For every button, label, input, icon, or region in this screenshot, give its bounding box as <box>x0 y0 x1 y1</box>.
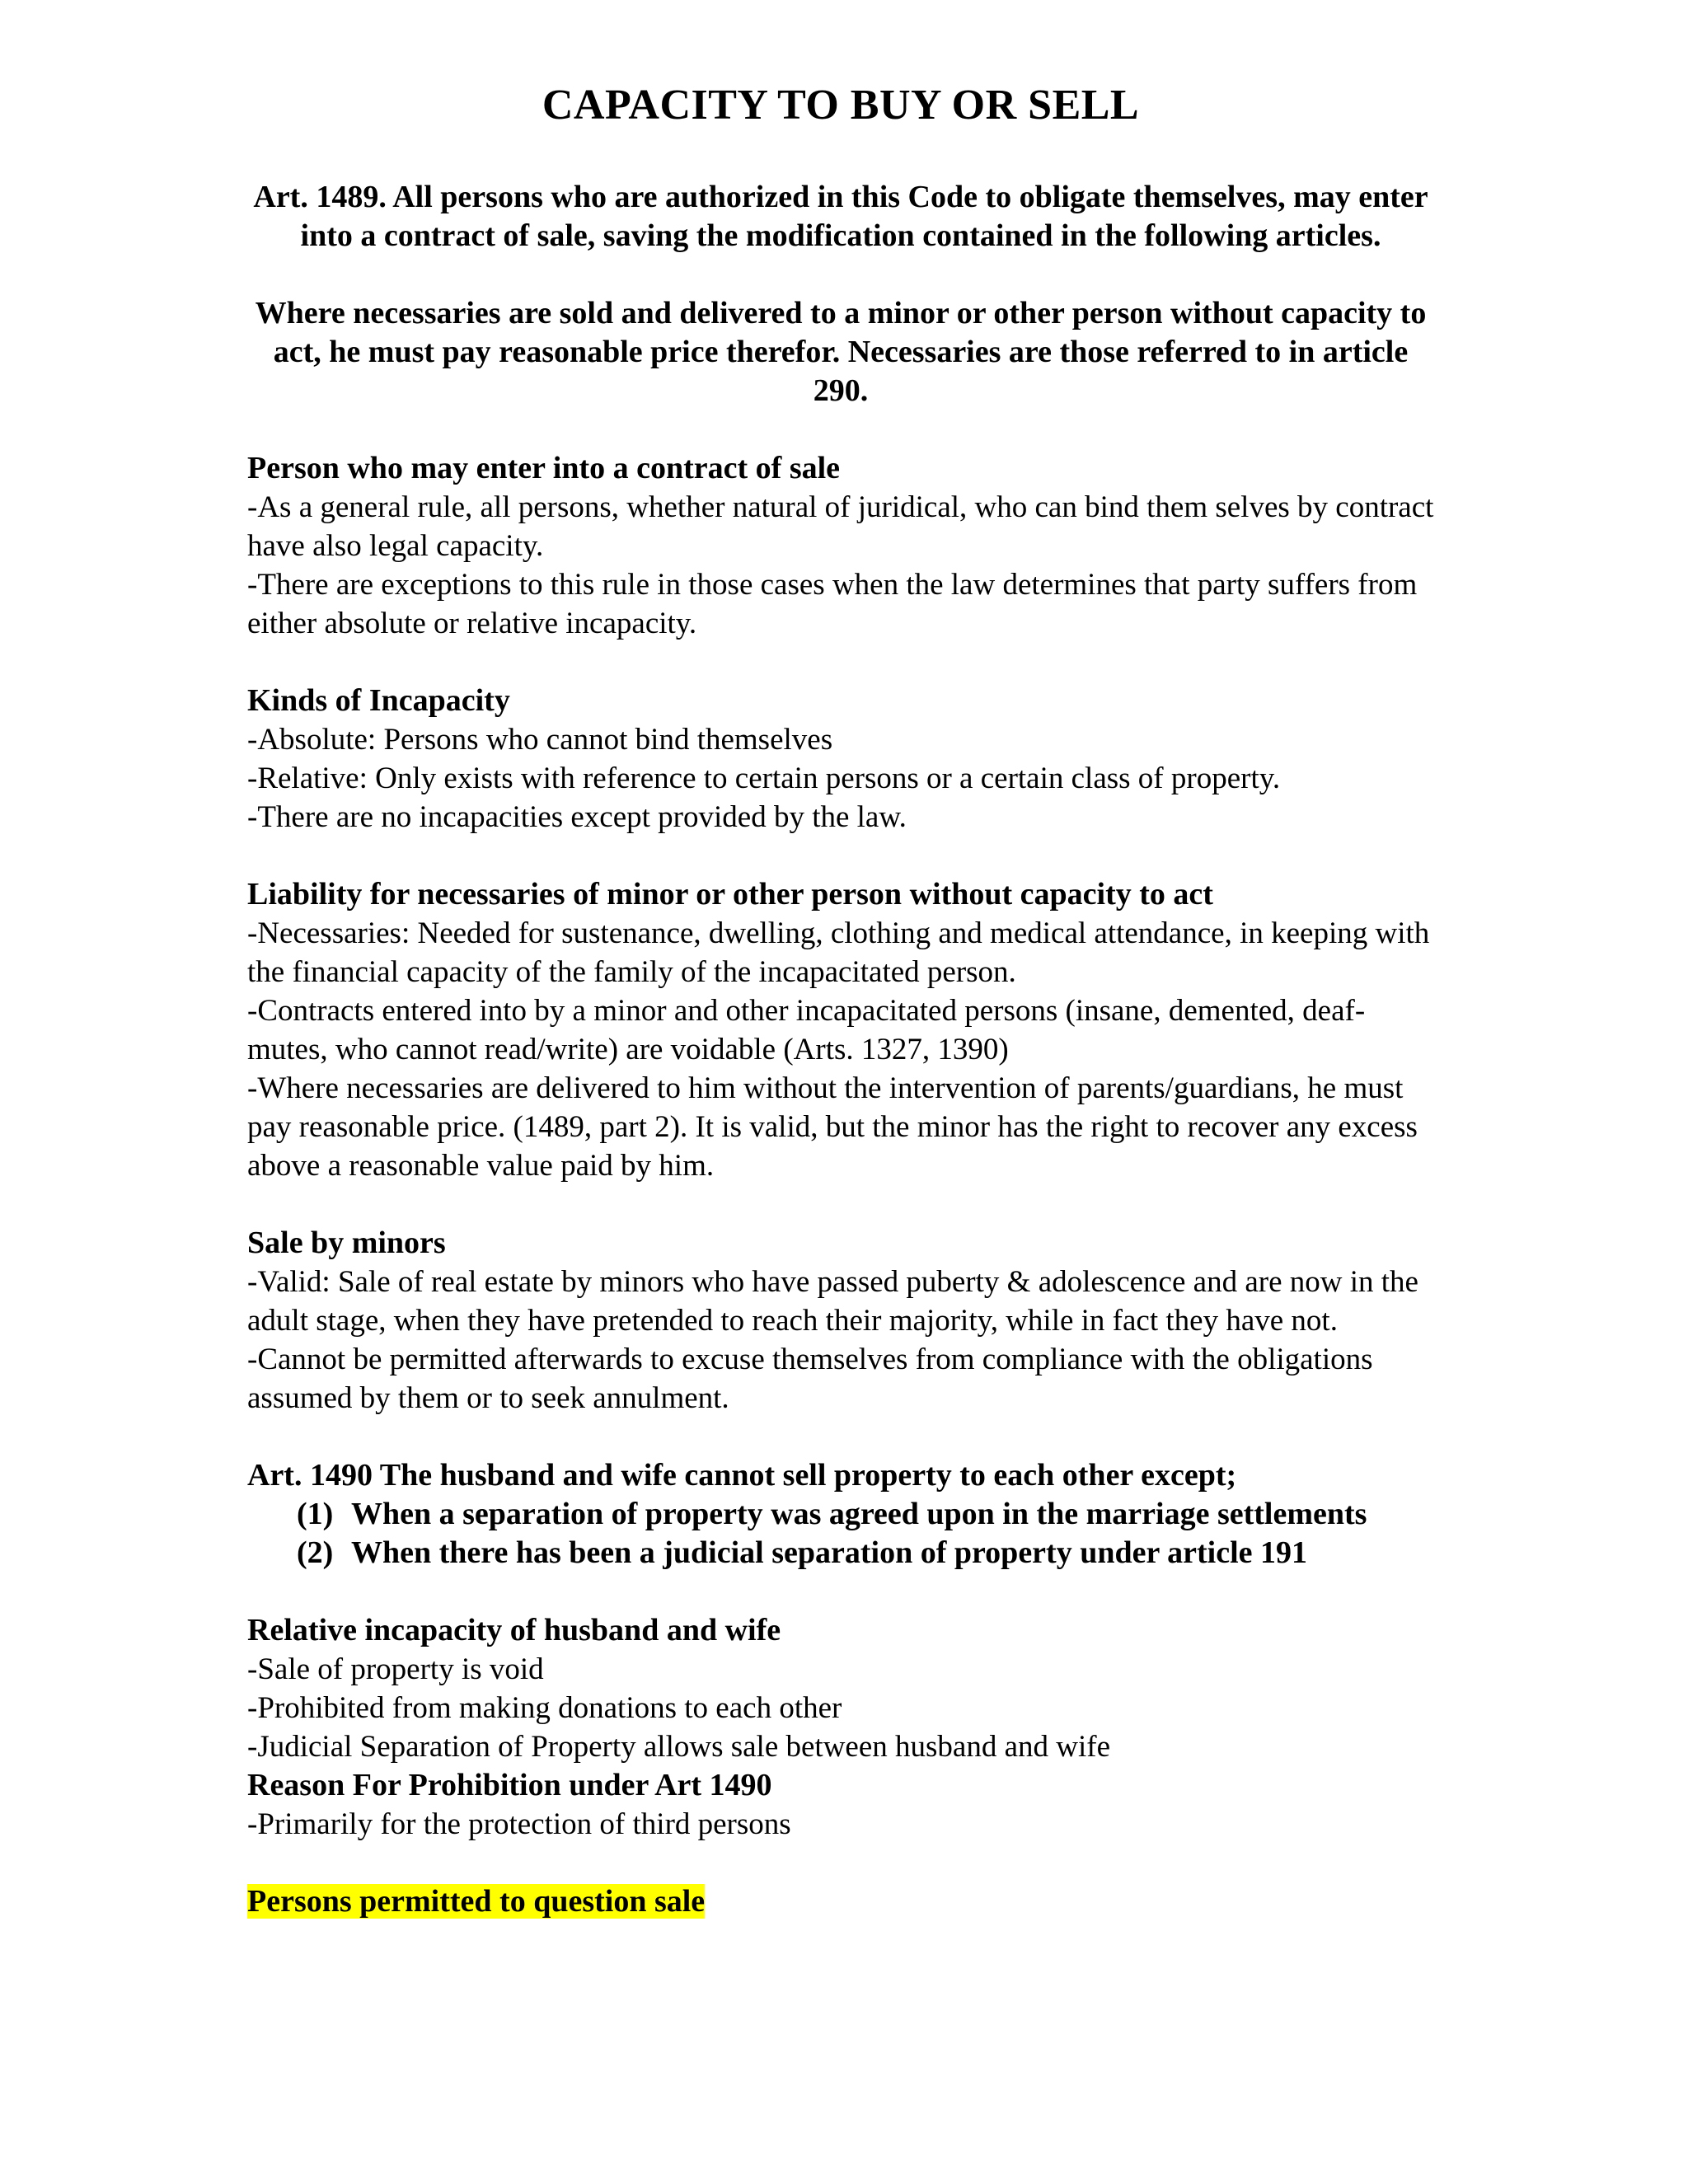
section-line: -Contracts entered into by a minor and other incapacitated persons (insane, demented, deaf-mutes, who cannot read/write) are voidable (Arts. 1327, 1390) <box>247 994 1366 1066</box>
section-line: -There are exceptions to this rule in those cases when the law determines that party suffers from either absolute or relative incapacity. <box>247 568 1418 640</box>
section-line: -As a general rule, all persons, whether natural of juridical, who can bind them selves by contract have also legal capacity. <box>247 490 1434 563</box>
section-line: -Cannot be permitted afterwards to excuse themselves from compliance with the obligations assumed by them or to seek annulment. <box>247 1343 1373 1415</box>
list-item-text: When there has been a judicial separation of property under article 191 <box>351 1535 1308 1570</box>
art-1489-paragraph: Art. 1489. All persons who are authorized in this Code to obligate themselves, may enter into a contract of sale, saving the modification contained in the following articles. <box>253 180 1428 253</box>
list-item <box>297 1534 1434 1572</box>
section-liability <box>247 875 1434 1185</box>
section-heading: Kinds of Incapacity <box>247 683 510 718</box>
section-line: -Relative: Only exists with reference to certain persons or a certain class of property. <box>247 762 1281 795</box>
section-heading: Person who may enter into a contract of sale <box>247 451 841 485</box>
section-line: -Prohibited from making donations to each other <box>247 1691 842 1725</box>
section-subheading: Reason For Prohibition under Art 1490 <box>247 1768 772 1802</box>
list-item-number: (1) <box>297 1497 334 1531</box>
section-art-1490 <box>247 1456 1434 1572</box>
art-1489-necessaries-paragraph: Where necessaries are sold and delivered to a minor or other person without capacity to act, he must pay reasonable price therefor. Necessaries are those referred to in article 290. <box>255 296 1427 408</box>
section-line: -Primarily for the protection of third persons <box>247 1807 791 1841</box>
section-line: -Valid: Sale of real estate by minors who have passed puberty & adolescence and are now in the adult stage, when they have pretended to reach their majority, while in fact they have not. <box>247 1265 1418 1338</box>
section-line: -There are no incapacities except provided by the law. <box>247 800 907 834</box>
highlighted-heading: Persons permitted to question sale <box>247 1884 706 1919</box>
document-page <box>247 79 1434 1960</box>
section-heading: Relative incapacity of husband and wife <box>247 1613 781 1647</box>
exceptions-list <box>247 1495 1434 1572</box>
section-sale-by-minors <box>247 1224 1434 1418</box>
document-title: CAPACITY TO BUY OR SELL <box>542 82 1140 129</box>
highlighted-heading-wrapper <box>247 1882 1434 1921</box>
section-question-sale <box>247 1882 1434 1921</box>
section-line: -Sale of property is void <box>247 1652 544 1686</box>
section-line: -Necessaries: Needed for sustenance, dwelling, clothing and medical attendance, in keeping with the financial capacity of the family of the incapacitated person. <box>247 916 1430 989</box>
section-persons <box>247 449 1434 643</box>
section-relative-incapacity <box>247 1611 1434 1844</box>
section-line: -Absolute: Persons who cannot bind themselves <box>247 723 833 757</box>
section-line: -Judicial Separation of Property allows sale between husband and wife <box>247 1730 1111 1764</box>
section-heading: Art. 1490 The husband and wife cannot sell property to each other except; <box>247 1458 1237 1493</box>
list-item-number: (2) <box>297 1535 334 1570</box>
section-kinds-of-incapacity <box>247 682 1434 837</box>
list-item <box>297 1495 1434 1534</box>
section-heading: Liability for necessaries of minor or other person without capacity to act <box>247 877 1213 912</box>
section-line: -Where necessaries are delivered to him without the intervention of parents/guardians, he must pay reasonable price. (1489, part 2). It is valid, but the minor has the right to recover any excess above a reasonable value paid by him. <box>247 1071 1418 1183</box>
section-heading: Sale by minors <box>247 1226 446 1260</box>
list-item-text: When a separation of property was agreed upon in the marriage settlements <box>351 1497 1367 1531</box>
